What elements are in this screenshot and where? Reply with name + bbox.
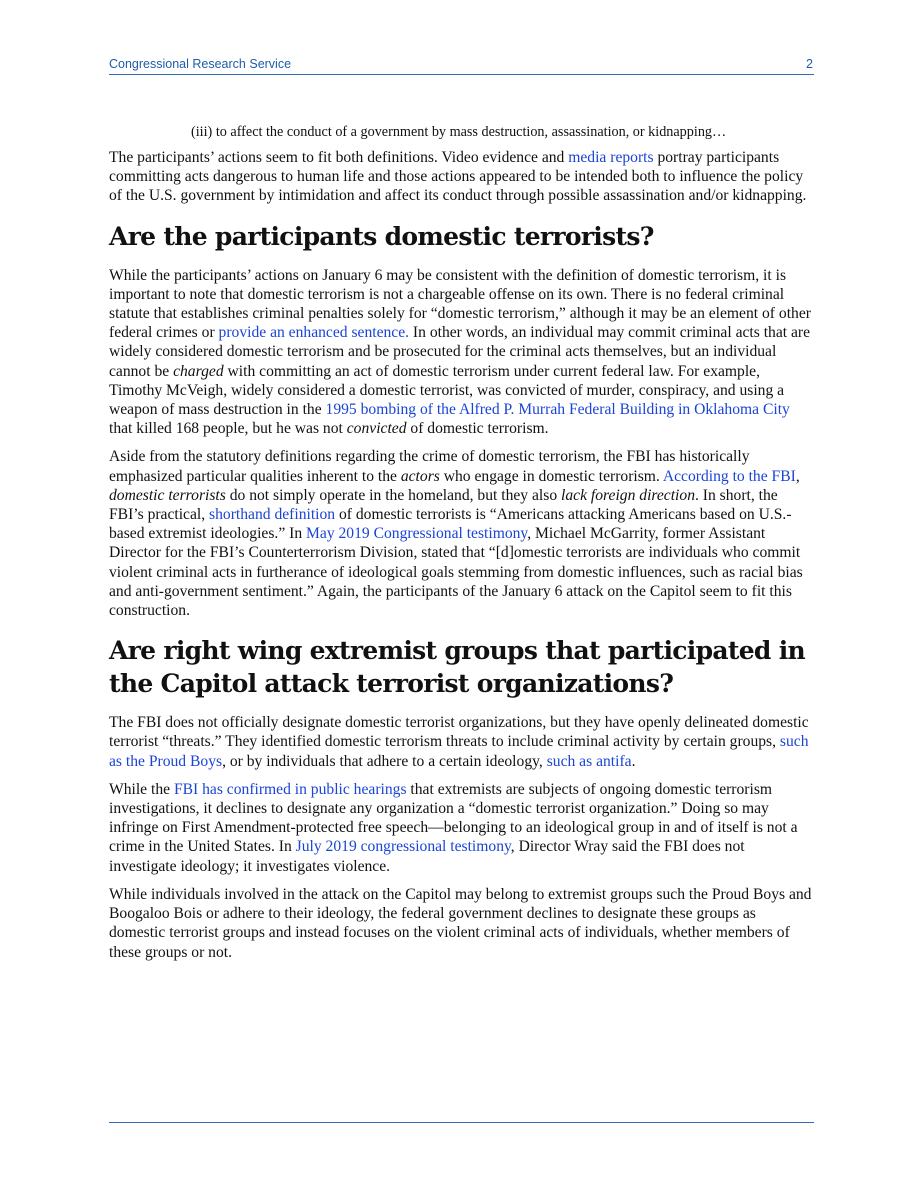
link-july-2019-testimony[interactable]: July 2019 congressional testimony bbox=[295, 838, 511, 856]
heading-participants-domestic-terrorists: Are the participants domestic terrorists? bbox=[109, 221, 654, 251]
text-run: The FBI does not officially designate domestic terrorist organizations, but they have openly delineated domestic terrorist “threats.” They identified domestic terrorism threats to include criminal activity by certain groups, bbox=[109, 714, 809, 751]
emphasis-text: actors bbox=[400, 467, 440, 485]
text-run: . In short, the FBI’s practical, bbox=[109, 486, 778, 524]
link-public-hearings[interactable]: FBI has confirmed in public hearings bbox=[173, 780, 407, 798]
text-run: portray participants committing acts dangerous to human life and those actions appeared to be intended both to influence the policy of the U.S. government by intimidation and affect its conduct through possible assassination and/or kidnapping. bbox=[109, 149, 807, 205]
header-rule bbox=[109, 74, 814, 75]
footer-rule bbox=[109, 1122, 814, 1123]
text-run: with committing an act of domestic terrorism under current federal law. For example, Timothy McVeigh, widely considered a domestic terrorist, was convicted of murder, conspiracy, and using a weapon of mass destruction in the bbox=[109, 362, 785, 419]
paragraph-fbi-threats bbox=[109, 713, 815, 771]
header-source: Congressional Research Service bbox=[109, 57, 292, 71]
link-according-to-fbi[interactable]: According to the FBI bbox=[662, 467, 796, 485]
emphasis-text: lack foreign direction bbox=[561, 486, 695, 504]
text-run: that extremists are subjects of ongoing domestic terrorism investigations, it declines to designate any organization a “domestic terrorist organization.” Doing so may infringe on First Amendment-protected free speech—belonging to an ideological group in and of itself is not a crime in the United States. In bbox=[109, 780, 798, 856]
emphasis-text: charged bbox=[173, 362, 224, 380]
emphasis-text: domestic terrorists bbox=[109, 486, 226, 504]
paragraph-definitions-fit bbox=[109, 148, 815, 206]
heading-extremist-groups-organizations: Are right wing extremist groups that participated in the Capitol attack terrorist organizations? bbox=[109, 636, 805, 699]
text-run: , Michael McGarrity, former Assistant Director for the FBI’s Counterterrorism Division, stated that “[d]omestic terrorists are individuals who commit violent criminal acts in furtherance of ideological goals stemming from domestic influences, such as racial bias and anti-government sentiment.” Again, the participants of the January 6 attack on the Capitol seem to fit this construction. bbox=[109, 525, 803, 620]
link-may-2019-testimony[interactable]: May 2019 Congressional testimony bbox=[306, 525, 528, 543]
link-antifa[interactable]: such as antifa bbox=[546, 752, 632, 770]
link-oklahoma-city-bombing[interactable]: 1995 bombing of the Alfred P. Murrah Federal Building in Oklahoma City bbox=[325, 401, 790, 419]
paragraph-individuals-focus: While individuals involved in the attack on the Capitol may belong to extremist groups such the Proud Boys and Boogaloo Bois or adhere to their ideology, the federal government declines to designate these groups as domestic terrorist groups and instead focuses on the violent criminal acts of individuals, whether members of these groups or not. bbox=[109, 885, 812, 961]
text-run: , bbox=[795, 467, 800, 485]
link-enhanced-sentence[interactable]: provide an enhanced sentence. bbox=[218, 324, 410, 342]
link-shorthand-definition[interactable]: shorthand definition bbox=[209, 506, 336, 524]
paragraph-not-chargeable bbox=[109, 266, 815, 439]
paragraph-no-designation bbox=[109, 780, 815, 876]
text-run: of domestic terrorists is “Americans attacking Americans based on U.S.-based extremist ideologies.” In bbox=[109, 506, 792, 543]
page-number: 2 bbox=[806, 57, 813, 71]
text-run: do not simply operate in the homeland, but they also bbox=[225, 486, 562, 504]
text-run: Aside from the statutory definitions regarding the crime of domestic terrorism, the FBI has historically emphasized particular qualities inherent to the bbox=[109, 448, 750, 485]
definition-quote: (iii) to affect the conduct of a government by mass destruction, assassination, or kidnapping… bbox=[191, 124, 727, 140]
text-run: The participants’ actions seem to fit both definitions. Video evidence and bbox=[109, 149, 569, 166]
text-run: of domestic terrorism. bbox=[406, 420, 549, 438]
link-proud-boys[interactable]: such as the Proud Boys bbox=[109, 733, 809, 770]
paragraph-fbi-definition bbox=[109, 447, 815, 620]
text-run: While the bbox=[109, 780, 174, 798]
text-run: , Director Wray said the FBI does not investigate ideology; it investigates violence. bbox=[109, 838, 745, 875]
text-run: While the participants’ actions on January 6 may be consistent with the definition of domestic terrorism, it is important to note that domestic terrorism is not a chargeable offense on its own. There is no federal criminal statute that establishes criminal penalties solely for “domestic terrorism,” although it may be an element of other federal crimes or bbox=[109, 266, 811, 342]
text-run: In other words, an individual may commit criminal acts that are widely considered domestic terrorism and be prosecuted for the criminal acts themselves, but an individual cannot be bbox=[109, 324, 811, 380]
emphasis-text: convicted bbox=[346, 420, 407, 438]
text-run: who engage in domestic terrorism. bbox=[439, 467, 663, 485]
link-media-reports[interactable]: media reports bbox=[568, 149, 654, 166]
text-run: . bbox=[631, 752, 636, 770]
text-run: that killed 168 people, but he was not bbox=[109, 420, 347, 438]
text-run: , or by individuals that adhere to a certain ideology, bbox=[222, 752, 547, 770]
document-body bbox=[109, 123, 815, 971]
